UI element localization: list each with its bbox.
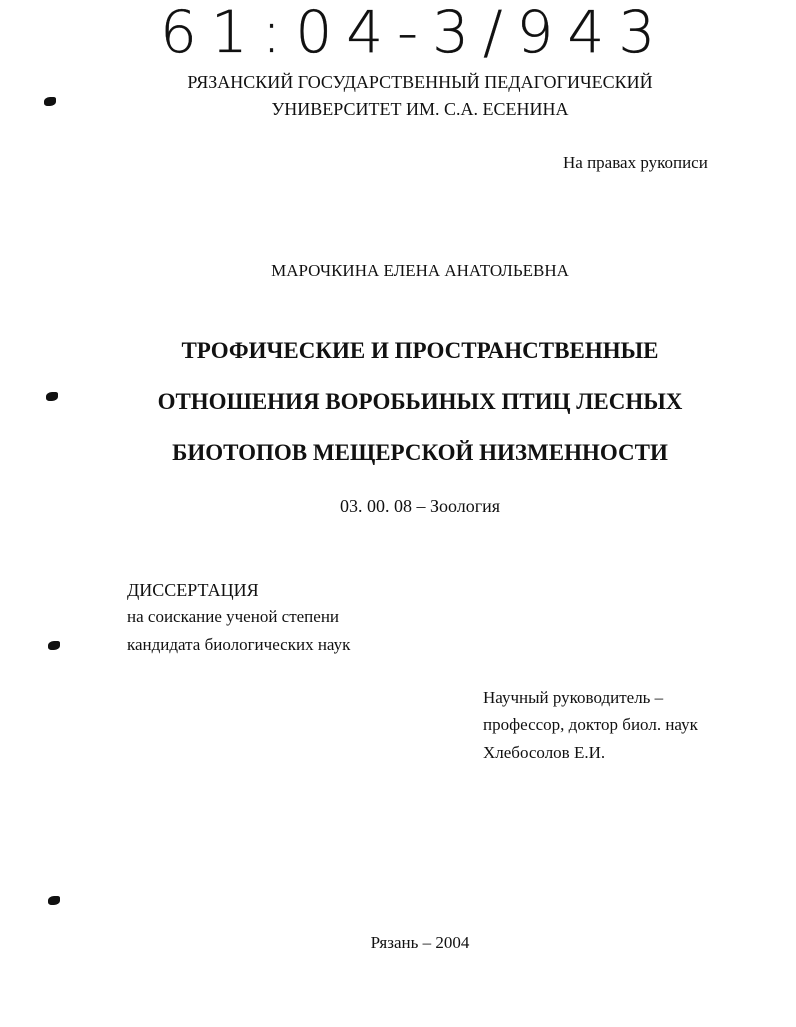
binding-hole-mark: [46, 392, 58, 401]
binding-hole-mark: [44, 97, 56, 106]
manuscript-note: На правах рукописи: [563, 153, 708, 172]
supervisor-label: Научный руководитель –: [483, 688, 664, 707]
supervisor-name: Хлебосолов Е.И.: [483, 743, 606, 762]
binding-hole-mark: [48, 641, 60, 650]
institution-line-2: УНИВЕРСИТЕТ ИМ. С.А. ЕСЕНИНА: [271, 99, 569, 119]
title-line-1: ТРОФИЧЕСКИЕ И ПРОСТРАНСТВЕННЫЕ: [181, 338, 659, 363]
title-line-2: ОТНОШЕНИЯ ВОРОБЬИНЫХ ПТИЦ ЛЕСНЫХ: [157, 389, 683, 414]
title-line-3: БИОТОПОВ МЕЩЕРСКОЙ НИЗМЕННОСТИ: [172, 440, 668, 465]
degree-line-2: на соискание ученой степени: [127, 607, 340, 626]
binding-hole-mark: [48, 896, 60, 905]
specialty: 03. 00. 08 – Зоология: [339, 496, 501, 516]
place-year: Рязань – 2004: [370, 933, 470, 952]
author-name: МАРОЧКИНА ЕЛЕНА АНАТОЛЬЕВНА: [271, 261, 569, 280]
handwritten-catalog-number: 61:04-3/943: [160, 0, 670, 66]
degree-heading: ДИССЕРТАЦИЯ: [127, 580, 259, 600]
degree-line-3: кандидата биологических наук: [127, 635, 351, 654]
supervisor-title: профессор, доктор биол. наук: [483, 715, 698, 734]
institution-line-1: РЯЗАНСКИЙ ГОСУДАРСТВЕННЫЙ ПЕДАГОГИЧЕСКИЙ: [187, 72, 653, 92]
